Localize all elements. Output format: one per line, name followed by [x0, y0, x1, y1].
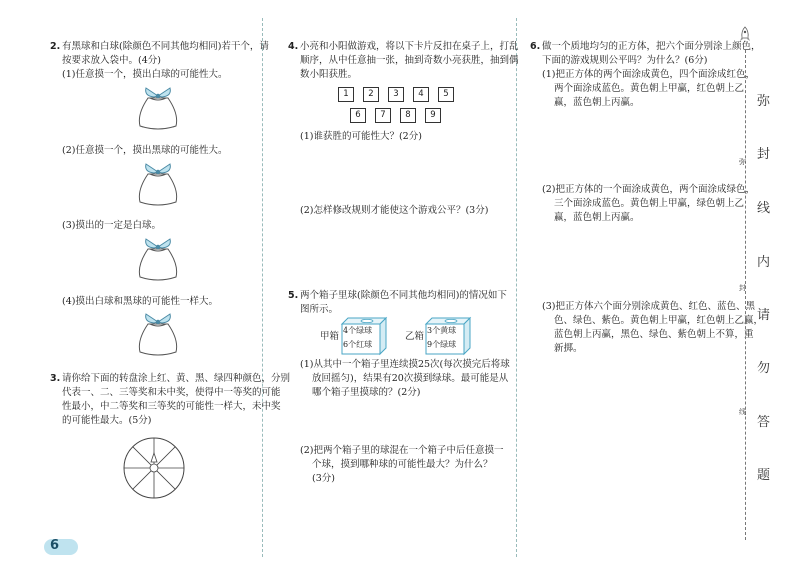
sub-question: (1)谁获胜的可能性大？(2分): [300, 131, 422, 142]
number-card: 9: [425, 108, 441, 123]
sub-question: 两个面涂成蓝色。黄色朝上甲赢，红色朝上乙: [554, 83, 745, 94]
sub-question: (3)把正方体六个面分别涂成黄色、红色、蓝色、黑: [542, 301, 755, 312]
sub-question: (3)摸出的一定是白球。: [62, 220, 161, 231]
sub-question: (1)从其中一个箱子里连续摸25次(每次摸完后将球: [300, 359, 510, 370]
sub-question: 放回摇匀)，结果有20次摸到绿球。最可能是从: [312, 373, 509, 384]
question-stem: 的可能性最大。(5分): [62, 415, 152, 426]
sub-question: 三个面涂成蓝色。黄色朝上甲赢，绿色朝上乙: [554, 198, 745, 209]
number-card: 8: [400, 108, 416, 123]
sub-question: (1)任意摸一个，摸出白球的可能性大。: [62, 69, 228, 80]
bag-illustration: [132, 84, 184, 132]
sub-question: 个球，摸到哪种球的可能性最大？为什么？: [312, 459, 493, 470]
spinner-wheel[interactable]: [122, 436, 186, 500]
bag-illustration: [132, 160, 184, 208]
question-stem: 顺序，从中任意抽一张，抽到奇数小亮获胜，抽到偶: [300, 55, 519, 66]
page-number: 6: [50, 538, 60, 553]
question-number: 6.: [530, 41, 541, 52]
box-b-line: 3个黄球: [427, 326, 457, 335]
question-stem: 两个箱子里球(除颜色不同其他均相同)的情况如下: [300, 290, 507, 301]
number-card: 7: [375, 108, 391, 123]
question-stem: 请你给下面的转盘涂上红、黄、黑、绿四种颜色，分别: [62, 373, 291, 384]
number-card: 5: [438, 87, 454, 102]
binding-notice-char: 线: [757, 201, 771, 216]
bag-illustration: [132, 310, 184, 358]
question-stem: 数小阳获胜。: [300, 69, 358, 80]
question-stem: 按要求放入袋中。(4分): [62, 55, 161, 66]
binding-notice-char: 请: [757, 308, 771, 323]
number-card: 1: [338, 87, 354, 102]
box-a-line: 4个绿球: [343, 326, 373, 335]
question-stem: 代表一、二、三等奖和未中奖，使得中一等奖的可能: [62, 387, 281, 398]
box-a-label: 甲箱: [320, 331, 340, 342]
sub-question: (2)任意摸一个，摸出黑球的可能性大。: [62, 145, 228, 156]
box-b-label: 乙箱: [405, 331, 425, 342]
sub-question: (2)怎样修改规则才能使这个游戏公平？(3分): [300, 205, 489, 216]
box-a-line: 6个红球: [343, 340, 373, 349]
question-stem: 小亮和小阳做游戏，将以下卡片反扣在桌子上，打乱: [300, 41, 519, 52]
binding-notice-char: 勿: [757, 361, 771, 376]
sub-question: 蓝色朝上丙赢，黑色、绿色、紫色朝上不算，重: [554, 329, 754, 340]
binding-notice-char: 答: [757, 415, 771, 430]
binding-notice-char: 题: [757, 468, 771, 483]
question-stem: 做一个质地均匀的正方体，把六个面分别涂上颜色，: [542, 41, 761, 52]
question-stem: 有黑球和白球(除颜色不同其他均相同)若干个，请: [62, 41, 269, 52]
number-card: 2: [363, 87, 379, 102]
number-card: 3: [388, 87, 404, 102]
question-number: 5.: [288, 290, 299, 301]
question-number: 4.: [288, 41, 299, 52]
column-divider-left: [262, 18, 263, 557]
box-b-illustration: [422, 316, 472, 356]
question-number: 2.: [50, 41, 61, 52]
sub-question: 色、绿色、紫色。黄色朝上甲赢，红色朝上乙赢，: [554, 315, 764, 326]
column-divider-right: [516, 18, 517, 557]
binding-small-char: 封: [739, 284, 746, 292]
sub-question: (3分): [312, 473, 335, 484]
binding-notice-char: 封: [757, 147, 771, 162]
sub-question: 赢，蓝色朝上丙赢。: [554, 97, 640, 108]
box-b-line: 9个绿球: [427, 340, 457, 349]
number-card: 4: [413, 87, 429, 102]
number-card: 6: [350, 108, 366, 123]
question-number: 3.: [50, 373, 61, 384]
sub-question: 赢，蓝色朝上丙赢。: [554, 212, 640, 223]
binding-small-char: 线: [739, 408, 746, 416]
sub-question: 哪个箱子里摸球的？(2分): [312, 387, 421, 398]
binding-line: [745, 50, 746, 540]
question-stem: 性最小，中二等奖和三等奖的可能性一样大，未中奖: [62, 401, 281, 412]
binding-notice-char: 内: [757, 255, 771, 270]
box-a-illustration: [338, 316, 388, 356]
question-stem: 下面的游戏规则公平吗？为什么？(6分): [542, 55, 708, 66]
sub-question: 新掷。: [554, 343, 583, 354]
sub-question: (1)把正方体的两个面涂成黄色，四个面涂成红色，: [542, 69, 755, 80]
sub-question: (2)把正方体的一个面涂成黄色，两个面涂成绿色，: [542, 184, 755, 195]
bag-illustration: [132, 235, 184, 283]
sub-question: (4)摸出白球和黑球的可能性一样大。: [62, 296, 218, 307]
binding-notice-char: 弥: [757, 94, 771, 109]
question-stem: 图所示。: [300, 304, 339, 315]
binding-small-char: 弥: [739, 158, 746, 166]
sub-question: (2)把两个箱子里的球混在一个箱子中后任意摸一: [300, 445, 504, 456]
rocket-icon: [739, 26, 751, 44]
